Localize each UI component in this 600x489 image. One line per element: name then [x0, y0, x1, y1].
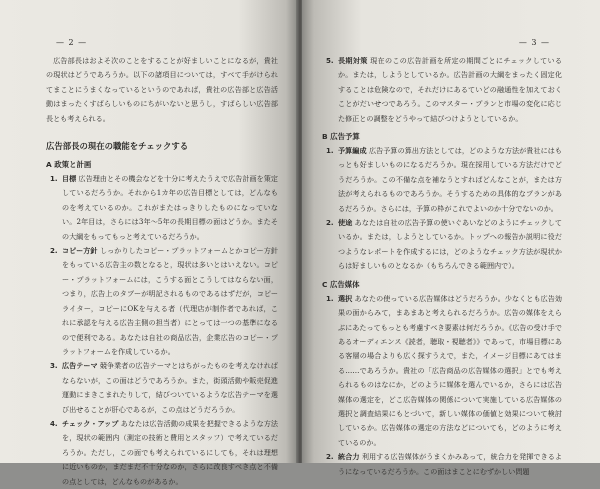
item-number: 2.: [326, 218, 334, 228]
item-number: 1.: [326, 146, 334, 156]
item-number: 4.: [50, 418, 58, 428]
item-title: 目標: [62, 174, 77, 184]
section-heading: 広告部長の現在の職能をチェックする: [46, 141, 189, 152]
item-number: 2.: [326, 452, 334, 462]
right-page-content: [322, 40, 562, 479]
list-item: [322, 54, 562, 126]
item-text: 現在のこの広告計画を所定の期間ごとにチェックしているか。または，しようとしているか。広告計画の大綱をまったく固定化することは危険なので，それだけにあるていどの融通性を加えておくことがだいせつであろう。このマスター・プランと市場の変化に応じた修正との調整をどうやって結びつけようとしているか。: [338, 56, 562, 123]
item-title: 統合力: [338, 452, 360, 462]
page-number-right: — 3 —: [518, 38, 550, 47]
item-title: 予算編成: [338, 146, 367, 156]
item-title: 長期対策: [338, 56, 368, 65]
list-item: [46, 244, 278, 359]
item-number: 5.: [326, 56, 334, 65]
item-text: 広告理由とその機会などを十分に考えたうえで広告計画を策定しているだろうか。それから1カ年の広告目標としては，どんなものを考えているのか。これがまたはっきりしたものになっていない。2年目は，さらには3年～5年の長期目標の面はどうか。またその大綱をもってもっと考えているだろうか。: [62, 174, 278, 241]
right-page: [302, 0, 600, 476]
item-text: 広告予算の算出方法としては，どのような方法が貴社にはもっとも好ましいものになるだろうか。現在採用している方法だけでどうだろうか。この不備な点を補なうとすればどんなことが，または方法が考えられるものであろうか。そうするための具体的なプランがあるだろうか。さらには，予算の枠がこれでよいのか十分でないのか。: [338, 146, 563, 213]
item-text: 競争業者の広告テーマとはちがったものを考えなければならないが，この面はどうであろうか。また，街頭活動や販売促進運動にまきこまれたりして，結びついているような広告テーマを選び出せることが肝心であるが，この点はどうだろうか。: [62, 361, 279, 414]
list-item: [322, 292, 562, 450]
item-title: 使途: [338, 218, 353, 228]
list-item: [322, 450, 562, 479]
item-text: あなたは自社の広告予算の使いぐあいなどのようにチェックしているか。または，しようとしているか。トップへの報告か説明に役だつようなレポートを作成するには，どのようなチェック方法が現状からは好ましいものとなるか（もちろんできる範囲内で）。: [338, 218, 562, 271]
subsection-heading: A 政策と計画: [46, 160, 92, 170]
item-title: 選択: [338, 293, 353, 303]
item-title: チェック・アップ: [62, 418, 119, 428]
item-title: コピー方針: [62, 246, 98, 256]
list-item: [46, 417, 278, 489]
item-number: 3.: [50, 361, 58, 371]
list-item: [46, 359, 278, 417]
subsection-heading: C 広告媒体: [322, 279, 360, 289]
page-number-left: — 2 —: [56, 38, 88, 47]
item-text: あなたは広告活動の成果を把握できるような方法を，現状の範囲内（測定の技術と費用とスタッフ）で考えているだろうか。ただし，この面でも考えられているにしても，それは理想に近いものか，まだまだ不十分なのか，さらに改良すべき点と不備の点としては，どんなものがあるか。: [62, 418, 278, 486]
item-text: 利用する広告媒体がうまくかみあって，統合力を発揮できるようになっているだろうか。この面はまことにむずかしい問題: [338, 452, 562, 476]
left-page-content: [46, 40, 278, 489]
intro-paragraph: 広告部長はおよそ次のことをすることが好ましいことになるが，貴社の現状はどうであろうか。以下の諸項目については，すべて手がけられてまことにうまくなっているというのであれば，貴社の広告部と広告活動はまったくすばらしいものにちがいないと思うし，すばらしい広告部長とも考えられる。: [46, 56, 278, 123]
item-title: 広告テーマ: [62, 361, 98, 371]
left-page: [0, 0, 298, 486]
list-item: [322, 216, 562, 274]
item-text: しっかりしたコピー・プラットフォームとかコピー方針をもっている広告主の数となると，現状は多いとはいえない。コピー・プラットフォームには，こうする面とこうしてはならない面，つまり，広告上のタブーが明記されるものであるはずだが，コピーライター，コピーにOKを与える者（代理店が制作者であれば，これに承認を与える広告主側の担当者）にとっては一つの基準になるので便利である。あなたは自社の商品広告，企業広告のコピー・プラットフォームを作成しているか。: [62, 246, 278, 356]
item-text: あなたの使っている広告媒体はどうだろうか。少なくとも広告効果の面からみて，まあまあと考えられるだろうか。広告の媒体をえらぶにあたってもっとも考慮すべき要素は何だろうか。《広告の受け手であるオーディエンス《読者，聴取・視聴者》》であって，市場目標にある客層の場合よりも広く探すうえで，また，イメージ目標にあてはまる……であろうか。貴社の「広告商品の広告媒体の選択」とでも考えられるものはなにか，どのように媒体を選んでいるか，さらには広告媒体の選定を，どこ広告媒体の関係について実施している広告媒体の選択と調査結果にもとづいて，新しい媒体の価値と効果について検討しているか。広告媒体の選定の方法などについても，どのように考えているのか。: [338, 293, 563, 447]
item-number: 1.: [326, 293, 334, 303]
item-number: 2.: [50, 246, 58, 256]
subsection-heading: B 広告予算: [322, 132, 360, 142]
list-item: [322, 144, 562, 216]
list-item: [46, 172, 278, 244]
item-number: 1.: [50, 174, 58, 184]
